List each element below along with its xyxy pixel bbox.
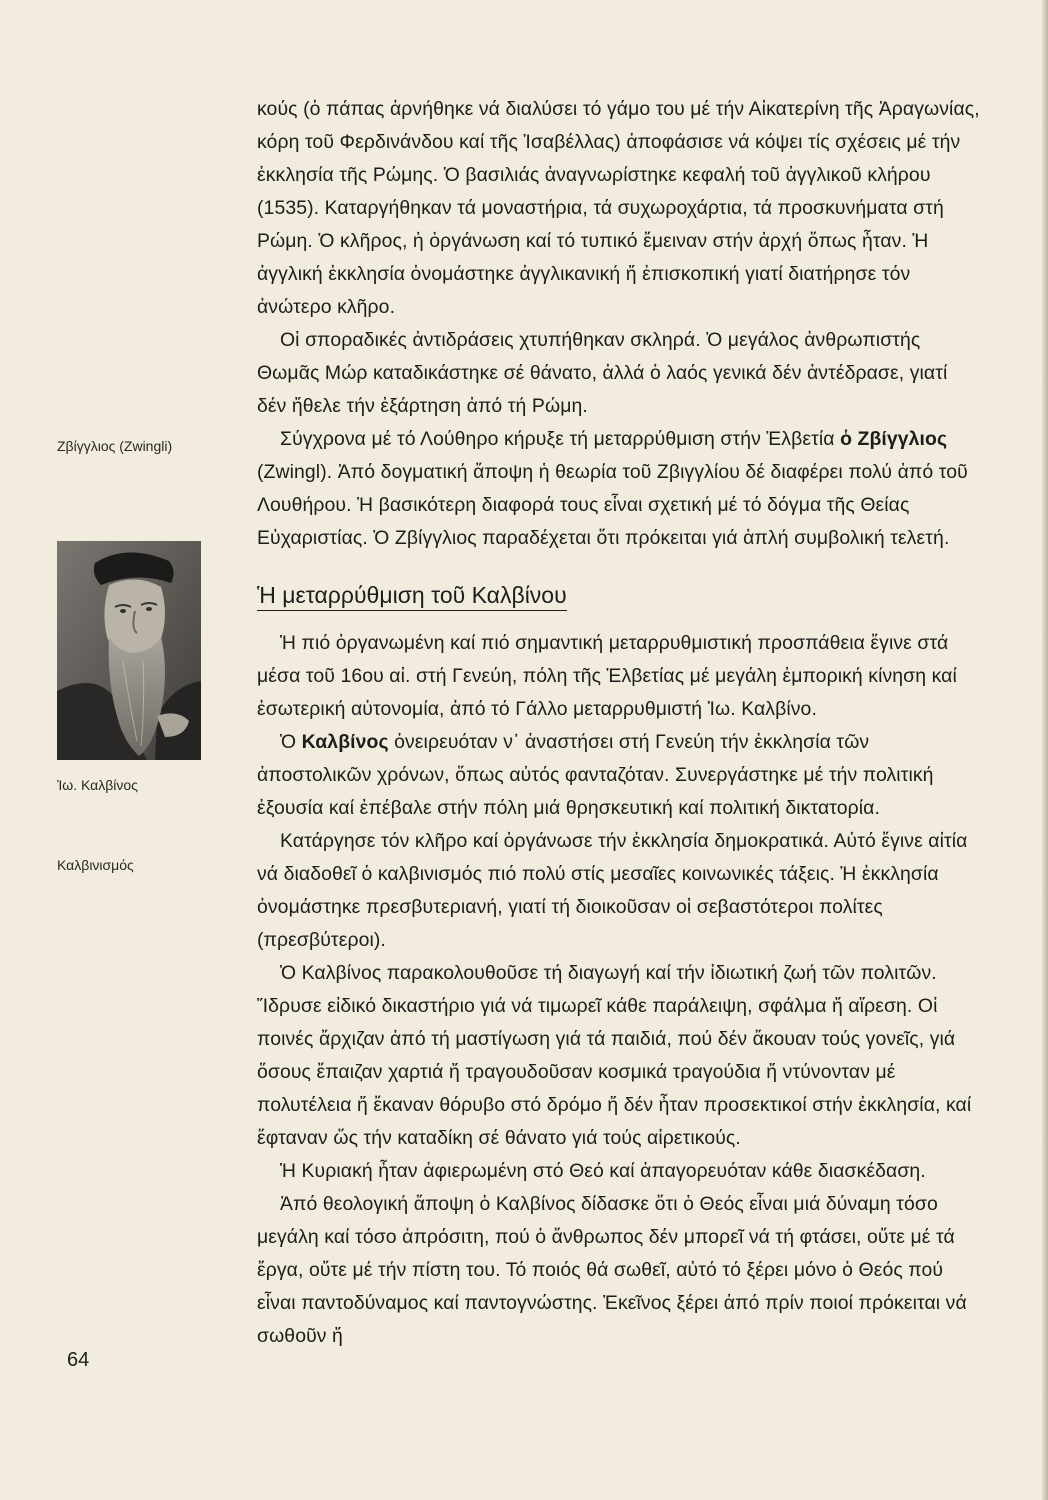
text-span: (Zwingl). Ἀπό δογματική ἄποψη ἡ θεωρία τοῦ Ζβιγγλίου δέ διαφέρει πολύ ἀπό τοῦ Λουθήρου. Ἡ βασικότερη διαφορά τους εἶναι σχετική μέ τό δόγμα τῆς Θείας Εὐχαριστίας. Ὁ Ζβίγγλιος παραδέχεται ὅτι πρόκειται γιά ἁπλή συμβολική τελετή.: [257, 461, 968, 549]
paragraph: κούς (ὁ πάπας ἀρνήθηκε νά διαλύσει τό γάμο του μέ τήν Αἰκατερίνη τῆς Ἀραγωνίας, κόρη τοῦ Φερδινάνδου καί τῆς Ἰσαβέλλας) ἀποφάσισε νά κόψει τίς σχέσεις μέ τήν ἐκκλησία τῆς Ρώμης. Ὁ βασιλιάς ἀναγνωρίστηκε κεφαλή τοῦ ἀγγλικοῦ κλήρου (1535). Καταργήθηκαν τά μοναστήρια, τά συχωροχάρτια, τά προσκυνήματα στή Ρώμη. Ὁ κλῆρος, ἡ ὀργάνωση καί τό τυπικό ἔμειναν στήν ἀρχή ὅπως ἦταν. Ἡ ἀγγλική ἐκκλησία ὀνομάστηκε ἀγγλικανική ἤ ἐπισκοπική γιατί διατήρησε τόν ἀνώτερο κλῆρο.: [257, 98, 980, 318]
calvin-portrait-image: [57, 541, 201, 760]
page-number: 64: [67, 1349, 90, 1371]
paragraph: Ἡ πιό ὀργανωμένη καί πιό σημαντική μεταρρυθμιστική προσπάθεια ἔγινε στά μέσα τοῦ 16ου αἰ. στή Γενεύη, πόλη τῆς Ἑλβετίας μέ μεγάλη ἐμπορική κίνηση καί ἐσωτερική αὐτονομία, ἀπό τό Γάλλο μεταρρυθμιστή Ἰω. Καλβίνο.: [257, 632, 957, 720]
section-text-block: [257, 627, 982, 1353]
paragraph: [257, 726, 982, 825]
text-span: Σύγχρονα μέ τό Λούθηρο κήρυξε τή μεταρρύθμιση στήν Ἑλβετία: [280, 428, 841, 450]
text-span: Ὁ: [280, 731, 302, 753]
margin-note-calvin-caption: Ἰω. Καλβίνος: [57, 777, 138, 793]
paragraph: Κατάργησε τόν κλῆρο καί ὀργάνωσε τήν ἐκκλησία δημοκρατικά. Αὐτό ἔγινε αἰτία νά διαδοθεῖ ὁ καλβινισμός πιό πολύ στίς μεσαῖες κοινωνικές τάξεις. Ἡ ἐκκλησία ὀνομάστηκε πρεσβυτεριανή, γιατί τή διοικοῦσαν οἱ σεβαστότεροι πολίτες (πρεσβύτεροι).: [257, 830, 968, 951]
page-edge: [1042, 0, 1048, 1500]
top-text-block: [257, 93, 982, 555]
bold-term-calvin: Καλβίνος: [301, 731, 389, 753]
paragraph: Ἡ Κυριακή ἦταν ἀφιερωμένη στό Θεό καί ἀπαγορευόταν κάθε διασκέδαση.: [280, 1160, 926, 1182]
margin-note-zwingli: Ζβίγγλιος (Zwingli): [57, 438, 173, 454]
calvin-portrait: [57, 541, 201, 760]
bold-term-zwingli: ὁ Ζβίγγλιος: [840, 428, 948, 450]
text-span: ὀνειρευόταν ν᾽ ἀναστήσει στή Γενεύη τήν ἐκκλησία τῶν ἀποστολικῶν χρόνων, ὅπως αὐτός φανταζόταν. Συνεργάστηκε μέ τήν πολιτική ἐξουσία καί ἐπέβαλε στήν πόλη μιά θρησκευτική καί πολιτική δικτατορία.: [257, 731, 934, 819]
margin-note-calvinism: Καλβινισμός: [57, 857, 134, 873]
section-heading: Ἡ μεταρρύθμιση τοῦ Καλβίνου: [257, 580, 567, 611]
paragraph: Ὁ Καλβίνος παρακολουθοῦσε τή διαγωγή καί τήν ἰδιωτική ζωή τῶν πολιτῶν. Ἵδρυσε εἰδικό δικαστήριο γιά νά τιμωρεῖ κάθε παράλειψη, σφάλμα ἤ αἵρεση. Οἱ ποινές ἄρχιζαν ἀπό τή μαστίγωση γιά τά παιδιά, πού δέν ἄκουαν τούς γονεῖς, γιά ὅσους ἔπαιζαν χαρτιά ἤ τραγουδοῦσαν κοσμικά τραγούδια ἤ ντύνονταν μέ πολυτέλεια ἤ ἔκαναν θόρυβο στό δρόμο ἤ δέν ἦταν προσεκτικοί στήν ἐκκλησία, καί ἔφταναν ὥς τήν καταδίκη σέ θάνατο γιά τούς αἱρετικούς.: [257, 962, 972, 1149]
paragraph: Οἱ σποραδικές ἀντιδράσεις χτυπήθηκαν σκληρά. Ὁ μεγάλος ἀνθρωπιστής Θωμᾶς Μώρ καταδικάστηκε σέ θάνατο, ἀλλά ὁ λαός γενικά δέν ἀντέδρασε, γιατί δέν ἤθελε τήν ἐξάρτηση ἀπό τή Ρώμη.: [257, 329, 948, 417]
paragraph: Ἀπό θεολογική ἄποψη ὁ Καλβίνος δίδασκε ὅτι ὁ Θεός εἶναι μιά δύναμη τόσο μεγάλη καί τόσο ἀπρόσιτη, πού ὁ ἄνθρωπος δέν μπορεῖ νά τή φτάσει, οὔτε μέ τά ἔργα, οὔτε μέ τήν πίστη του. Τό ποιός θά σωθεῖ, αὐτό τό ξέρει μόνο ὁ Θεός πού εἶναι παντοδύναμος καί παντογνώστης. Ἐκεῖνος ξέρει ἀπό πρίν ποιοί πρόκειται νά σωθοῦν ἤ: [257, 1193, 967, 1347]
paragraph: [257, 423, 982, 555]
